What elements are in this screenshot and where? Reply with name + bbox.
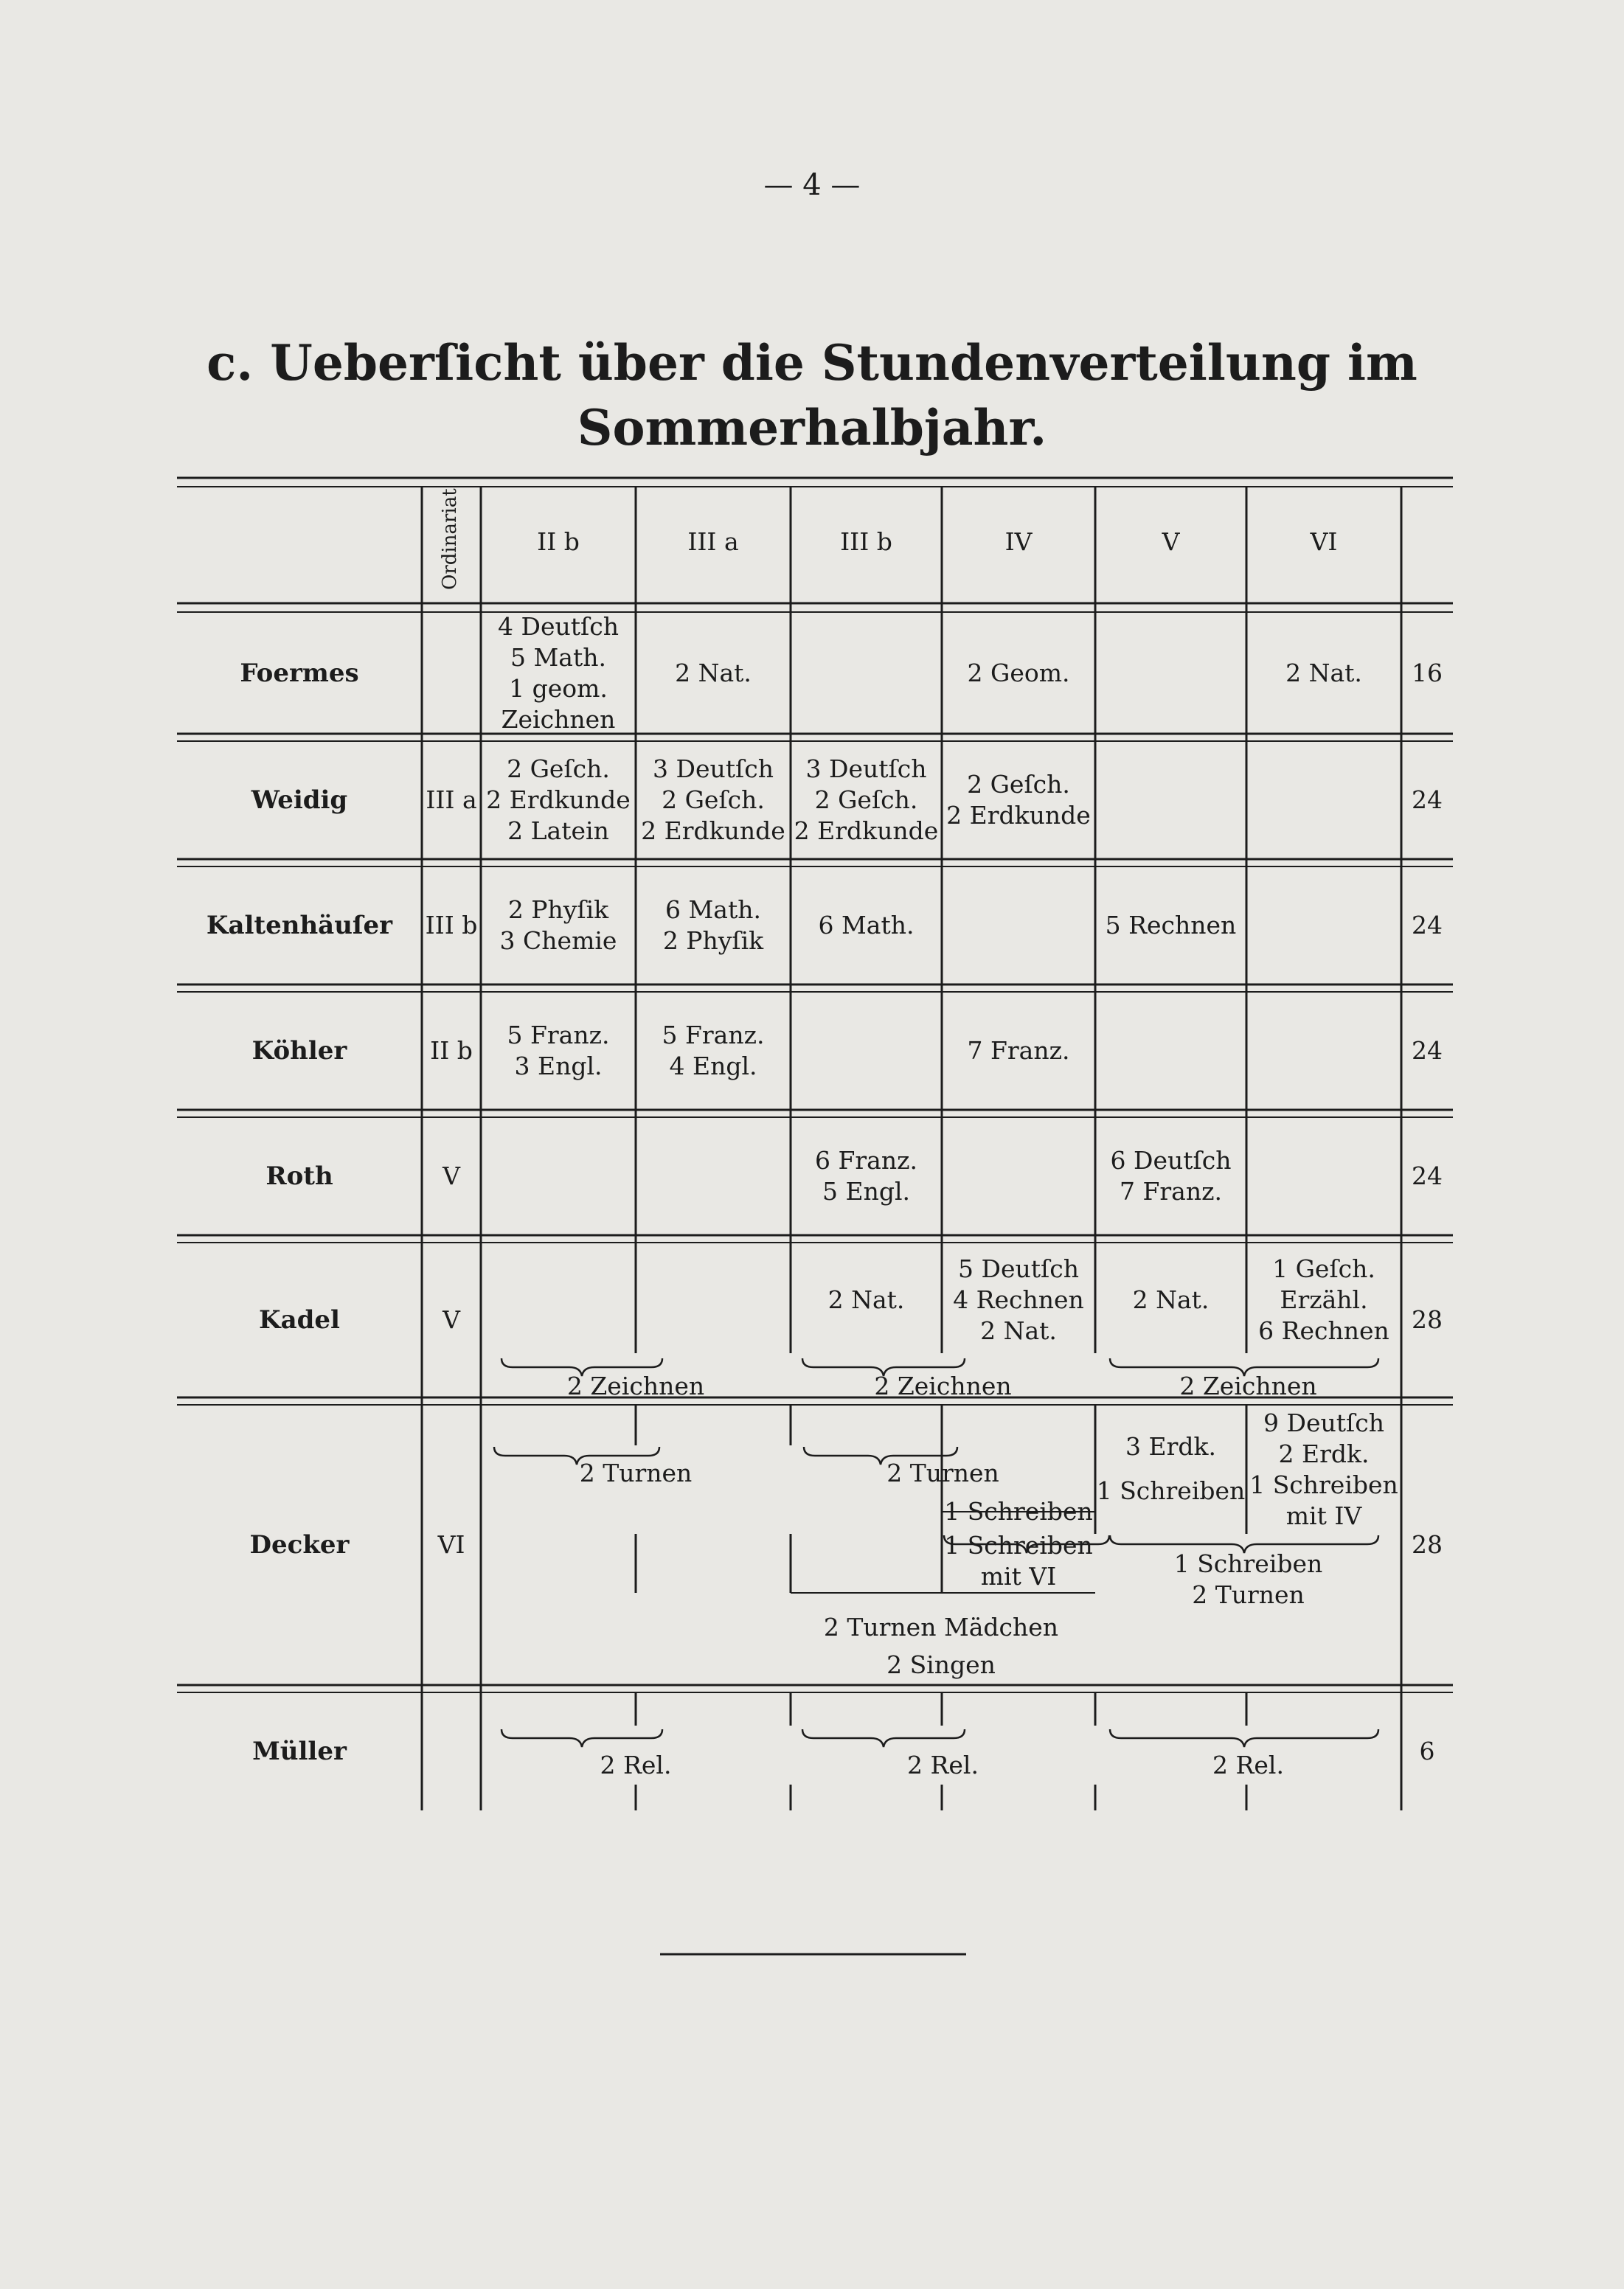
cell <box>1246 1407 1401 1532</box>
cell-line: 2 Erdkunde <box>794 816 939 845</box>
ordinariat-value: VI <box>437 1530 465 1559</box>
cell-line: 1 geom. <box>509 673 608 703</box>
cell <box>636 612 791 734</box>
cell-line: 5 Engl. <box>822 1177 910 1206</box>
cell-line: 6 Rechnen <box>1258 1316 1389 1345</box>
cell-line: 5 Deutſch <box>958 1254 1079 1283</box>
cell-line: 2 Geſch. <box>662 785 765 814</box>
ordinariat-value: V <box>443 1161 460 1190</box>
cell-line: 5 Franz. <box>507 1021 610 1049</box>
row-total: 24 <box>1412 911 1443 939</box>
teacher-name: Kaltenhäuſer <box>206 911 393 940</box>
cell-line: 1 Schreiben <box>944 1531 1093 1560</box>
header-class-v: V <box>1162 527 1180 556</box>
merged-cell: 2 Zeichnen <box>874 1372 1012 1400</box>
cell: 3 Erdk. <box>1125 1432 1216 1461</box>
cell-line: 5 Rechnen <box>1105 911 1237 939</box>
merged-cell: 2 Rel. <box>1212 1751 1284 1779</box>
cell-line: 6 Deutſch <box>1110 1146 1232 1175</box>
cell-line: mit IV <box>1285 1501 1362 1530</box>
row-total: 24 <box>1412 1161 1443 1190</box>
cell-line: 2 Phyſik <box>662 926 764 955</box>
header-class-iv: IV <box>1004 527 1033 556</box>
cell <box>942 1530 1095 1592</box>
cell <box>636 866 791 984</box>
merged-cell: 2 Zeichnen <box>1179 1372 1317 1400</box>
teacher-name: Weidig <box>251 785 348 815</box>
cell-line: 7 Franz. <box>967 1036 1070 1065</box>
cell-line: 2 Geſch. <box>507 754 610 783</box>
header-class-iiib: III b <box>840 527 892 556</box>
merged-cell: 2 Rel. <box>907 1751 979 1779</box>
teacher-name: Kadel <box>259 1305 340 1335</box>
cell <box>1095 1246 1246 1353</box>
teacher-name: Foermes <box>240 658 359 688</box>
cell <box>942 741 1095 859</box>
cell-line: 3 Deutſch <box>805 754 927 783</box>
cell-line: 4 Engl. <box>669 1052 757 1080</box>
cell-line: 9 Deutſch <box>1263 1409 1384 1437</box>
ordinariat-value: III a <box>426 785 477 814</box>
cell-line: 7 Franz. <box>1120 1177 1222 1206</box>
cell-line: 1 Geſch. <box>1272 1254 1375 1283</box>
cell-line: 2 Nat. <box>827 1285 905 1314</box>
cell <box>942 612 1095 734</box>
cell-line: 2 Erdk. <box>1278 1439 1370 1468</box>
cell-line: 1 Schreiben <box>1249 1470 1398 1499</box>
cell-line: 2 Turnen <box>1192 1580 1305 1609</box>
header-class-iib: II b <box>537 527 580 556</box>
header-class-vi: VI <box>1310 527 1338 556</box>
cell-line: 2 Erdkunde <box>486 785 631 814</box>
ordinariat-value: II b <box>430 1036 473 1065</box>
cell-line: 2 Latein <box>507 816 609 845</box>
cell-line: mit VI <box>980 1562 1057 1591</box>
row-total: 28 <box>1412 1305 1443 1334</box>
teacher-name: Müller <box>252 1737 347 1766</box>
cell <box>481 992 636 1110</box>
cell-line: 2 Nat. <box>980 1316 1057 1345</box>
merged-cell: 2 Rel. <box>600 1751 672 1779</box>
cell <box>481 612 636 734</box>
cell-line: 4 Deutſch <box>498 611 619 641</box>
row-total: 16 <box>1412 658 1443 687</box>
cell-line: 2 Geom. <box>967 658 1070 687</box>
cell-line: 2 Nat. <box>1285 658 1362 687</box>
cell <box>481 866 636 984</box>
cell <box>942 1246 1095 1353</box>
teacher-name: Decker <box>249 1530 350 1560</box>
cell-line: 1 Schreiben <box>1173 1549 1323 1578</box>
cell-line: 3 Deutſch <box>653 754 774 783</box>
cell <box>1095 866 1246 984</box>
cell <box>942 992 1095 1110</box>
title-line-2: Sommerhalbjahr. <box>577 399 1047 456</box>
ordinariat-header: Ordinariat <box>439 488 461 590</box>
cell-line: 2 Phyſik <box>507 895 609 924</box>
cell-line: 2 Nat. <box>1132 1285 1210 1314</box>
merged-cell: 2 Turnen <box>579 1459 693 1487</box>
cell-line: Erzähl. <box>1280 1285 1368 1314</box>
cell <box>1246 612 1401 734</box>
cell-line: 6 Math. <box>818 911 915 939</box>
ordinariat-value: III b <box>425 911 478 939</box>
cell <box>791 741 942 859</box>
merged-cell: 2 Singen <box>886 1650 996 1679</box>
cell-line: Zeichnen <box>501 704 616 734</box>
ordinariat-value: V <box>443 1305 460 1334</box>
cell-line: 5 Math. <box>510 642 606 672</box>
cell-line: 3 Chemie <box>499 926 617 955</box>
cell <box>791 1117 942 1235</box>
cell <box>1246 1246 1401 1353</box>
cell <box>636 992 791 1110</box>
cell-line: 2 Erdkunde <box>641 816 785 845</box>
merged-cell: 2 Zeichnen <box>566 1372 705 1400</box>
cell-line: 2 Nat. <box>675 658 752 687</box>
header-class-iiia: III a <box>687 527 739 556</box>
cell-line: 6 Math. <box>665 895 761 924</box>
page-number: — 4 — <box>763 168 861 202</box>
teacher-name: Roth <box>266 1161 333 1191</box>
cell-line: 3 Engl. <box>514 1052 603 1080</box>
cell-line: 2 Geſch. <box>814 785 918 814</box>
cell-line: 4 Rechnen <box>953 1285 1084 1314</box>
cell <box>1095 1117 1246 1235</box>
cell-line: 5 Franz. <box>662 1021 765 1049</box>
cell: 1 Schreiben <box>1096 1476 1246 1505</box>
cell <box>791 866 942 984</box>
cell-line: 6 Franz. <box>815 1146 917 1175</box>
row-total: 28 <box>1412 1530 1443 1559</box>
cell-line: 2 Geſch. <box>967 770 1070 799</box>
cell: 1 Schreiben <box>944 1497 1093 1526</box>
merged-cell: 2 Turnen Mädchen <box>823 1613 1059 1642</box>
row-total: 24 <box>1412 785 1443 814</box>
title-line-1: c. Ueberſicht über die Stundenverteilung im <box>207 334 1417 392</box>
teacher-name: Köhler <box>251 1036 347 1066</box>
merged-cell: 2 Turnen <box>886 1459 999 1487</box>
merged-cell <box>1095 1549 1401 1611</box>
cell <box>636 741 791 859</box>
row-total: 24 <box>1412 1036 1443 1065</box>
cell-line: 2 Erdkunde <box>946 801 1091 830</box>
cell <box>481 741 636 859</box>
row-total: 6 <box>1419 1737 1435 1765</box>
cell <box>791 1246 942 1353</box>
